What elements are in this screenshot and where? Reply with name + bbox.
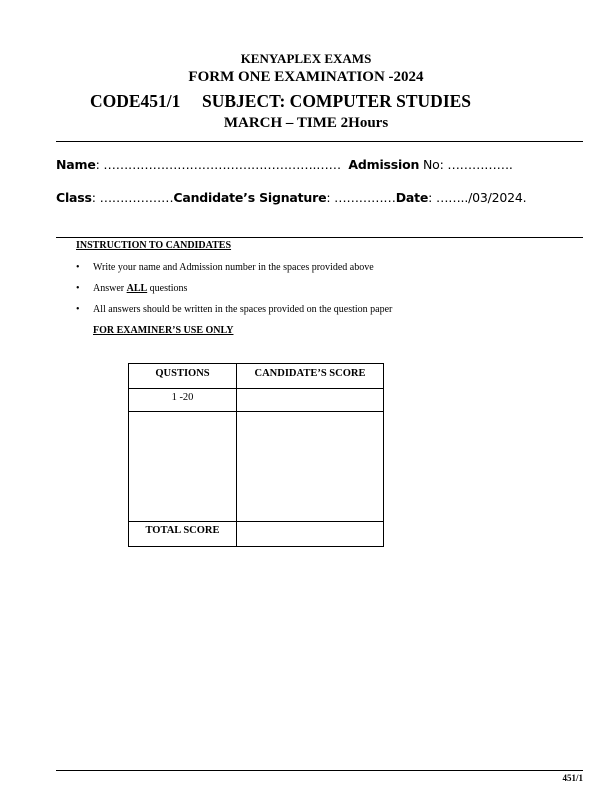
name-label: Name [56,157,96,172]
header-score: CANDIDATE’S SCORE [237,364,384,389]
name-line [56,157,513,172]
name-field[interactable]: : …………………………………………….…… [95,157,341,172]
instructions-title: INSTRUCTION TO CANDIDATES [76,240,232,251]
question-range: 1 -20 [129,389,237,412]
exam-title: FORM ONE EXAMINATION -2024 [188,69,424,85]
org-title: KENYAPLEX EXAMS [240,51,372,66]
admission-label: Admission [348,157,420,172]
footer-divider [56,770,583,771]
divider [56,141,583,142]
total-label: TOTAL SCORE [129,522,237,547]
empty-cell [129,412,237,522]
footer-code: 451/1 [562,773,583,783]
subject-title: SUBJECT: COMPUTER STUDIES [202,91,472,111]
divider [56,237,583,238]
signature-field[interactable]: : …………… [326,190,396,205]
paper-code: CODE451/1 [90,91,181,111]
score-cell[interactable] [237,389,384,412]
class-line [56,190,526,205]
score-table [128,363,384,547]
class-label: Class [56,190,92,205]
examiner-title: FOR EXAMINER’S USE ONLY [93,325,234,336]
admission-field[interactable]: No: ……………. [419,157,513,172]
instruction-item: • Write your name and Admission number in the spaces provided above [76,262,374,273]
total-cell[interactable] [237,522,384,547]
instruction-item: • All answers should be written in the spaces provided on the question paper [76,304,392,315]
time-title: MARCH – TIME 2Hours [223,115,389,131]
class-field[interactable]: : ……………… [91,190,174,205]
instruction-item: • Answer ALL questions [76,283,187,294]
date-field[interactable]: : ……../03/2024. [428,190,527,205]
signature-label: Candidate’s Signature [173,190,327,205]
date-label: Date [395,190,429,205]
empty-cell [237,412,384,522]
header-questions: QUSTIONS [129,364,237,389]
